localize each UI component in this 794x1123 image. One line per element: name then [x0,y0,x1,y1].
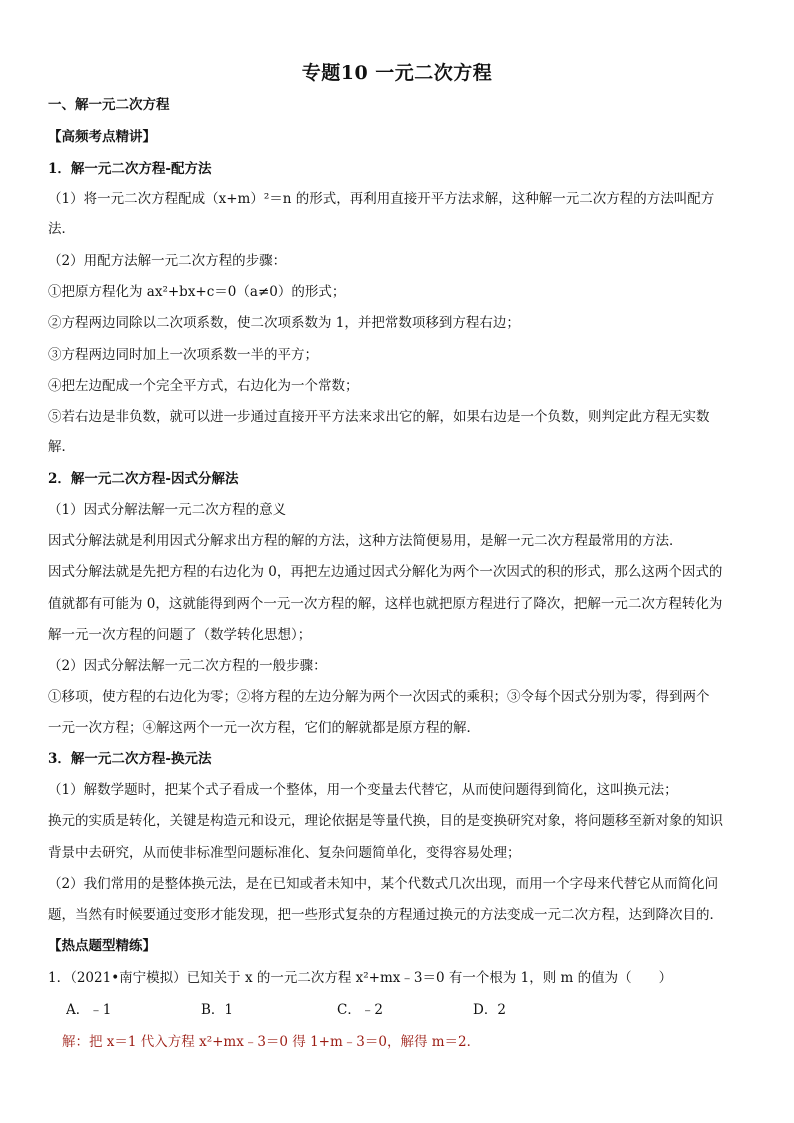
practice-heading: 【热点题型精练】 [48,938,156,954]
point-2-line-2: 因式分解法就是利用因式分解求出方程的解的方法，这种方法简便易用，是解一元二次方程最常用的方法． [48,533,683,549]
point-1-step-3: ③方程两边同时加上一次项系数一半的平方； [48,347,318,363]
point-2-line-6: （2）因式分解法解一元二次方程的一般步骤： [48,658,327,674]
point-2-line-5: 解一元一次方程的问题了（数学转化思想）； [48,627,312,643]
option-b: B．1 [201,1002,234,1018]
point-2-heading: 2．解一元二次方程-因式分解法 [48,471,239,487]
point-3-heading: 3．解一元二次方程-换元法 [48,751,212,767]
point-2-line-3: 因式分解法就是先把方程的右边化为 0，再把左边通过因式分解化为两个一次因式的积的形式，那么这两个因式的 [48,564,723,580]
point-1-step-2: ②方程两边同除以二次项系数，使二次项系数为 1，并把常数项移到方程右边； [48,315,520,331]
option-a: A．﹣1 [66,1002,112,1018]
point-1-line-3: （2）用配方法解一元二次方程的步骤： [48,253,287,269]
point-1-step-5-cont: 解． [48,439,75,455]
section-heading: 一、解一元二次方程 [48,97,170,113]
point-3-line-4: （2）我们常用的是整体换元法，是在已知或者未知中，某个代数式几次出现，而用一个字母来代替它从而简化问 [48,876,719,892]
page-title: 专题10 一元二次方程 [301,62,493,84]
point-2-line-8: 一元一次方程；④解这两个一元一次方程，它们的解就都是原方程的解． [48,720,480,736]
point-2-line-7: ①移项，使方程的右边化为零；②将方程的左边分解为两个一次因式的乘积；③令每个因式分别为零，得到两个 [48,689,710,705]
point-3-line-2: 换元的实质是转化，关键是构造元和设元，理论依据是等量代换，目的是变换研究对象，将问题移至新对象的知识 [48,813,723,829]
option-d: D．2 [473,1002,506,1018]
point-2-line-4: 值就都有可能为 0，这就能得到两个一元一次方程的解，这样也就把原方程进行了降次，把解一元二次方程转化为 [48,596,723,612]
answer-text: 解：把 x＝1 代入方程 x²+mx﹣3＝0 得 1+m﹣3＝0，解得 m＝2． [62,1034,481,1050]
point-1-step-1: ①把原方程化为 ax²+bx+c＝0（a≠0）的形式； [48,284,346,300]
point-3-line-1: （1）解数学题时，把某个式子看成一个整体，用一个变量去代替它，从而使问题得到简化，这叫换元法； [48,782,678,798]
point-3-line-3: 背景中去研究，从而使非标准型问题标准化、复杂问题简单化，变得容易处理； [48,845,521,861]
high-frequency-heading: 【高频考点精讲】 [48,129,156,145]
point-1-line-2: 法． [48,221,75,237]
option-c: C．﹣2 [337,1002,383,1018]
question-stem: 1．（2021•南宁模拟）已知关于 x 的一元二次方程 x²+mx﹣3＝0 有一个根为 1，则 m 的值为（ ） [48,970,673,986]
point-1-heading: 1．解一元二次方程-配方法 [48,161,212,177]
point-1-step-5: ⑤若右边是非负数，就可以进一步通过直接开平方法来求出它的解，如果右边是一个负数，则判定此方程无实数 [48,409,710,425]
point-2-line-1: （1）因式分解法解一元二次方程的意义 [48,502,287,518]
point-1-step-4: ④把左边配成一个完全平方式，右边化为一个常数； [48,378,359,394]
point-3-line-5: 题，当然有时候要通过变形才能发现，把一些形式复杂的方程通过换元的方法变成一元二次方程，达到降次目的． [48,907,723,923]
point-1-line-1: （1）将一元二次方程配成（x+m）²＝n 的形式，再利用直接开平方法求解，这种解一元二次方程的方法叫配方 [48,191,715,207]
